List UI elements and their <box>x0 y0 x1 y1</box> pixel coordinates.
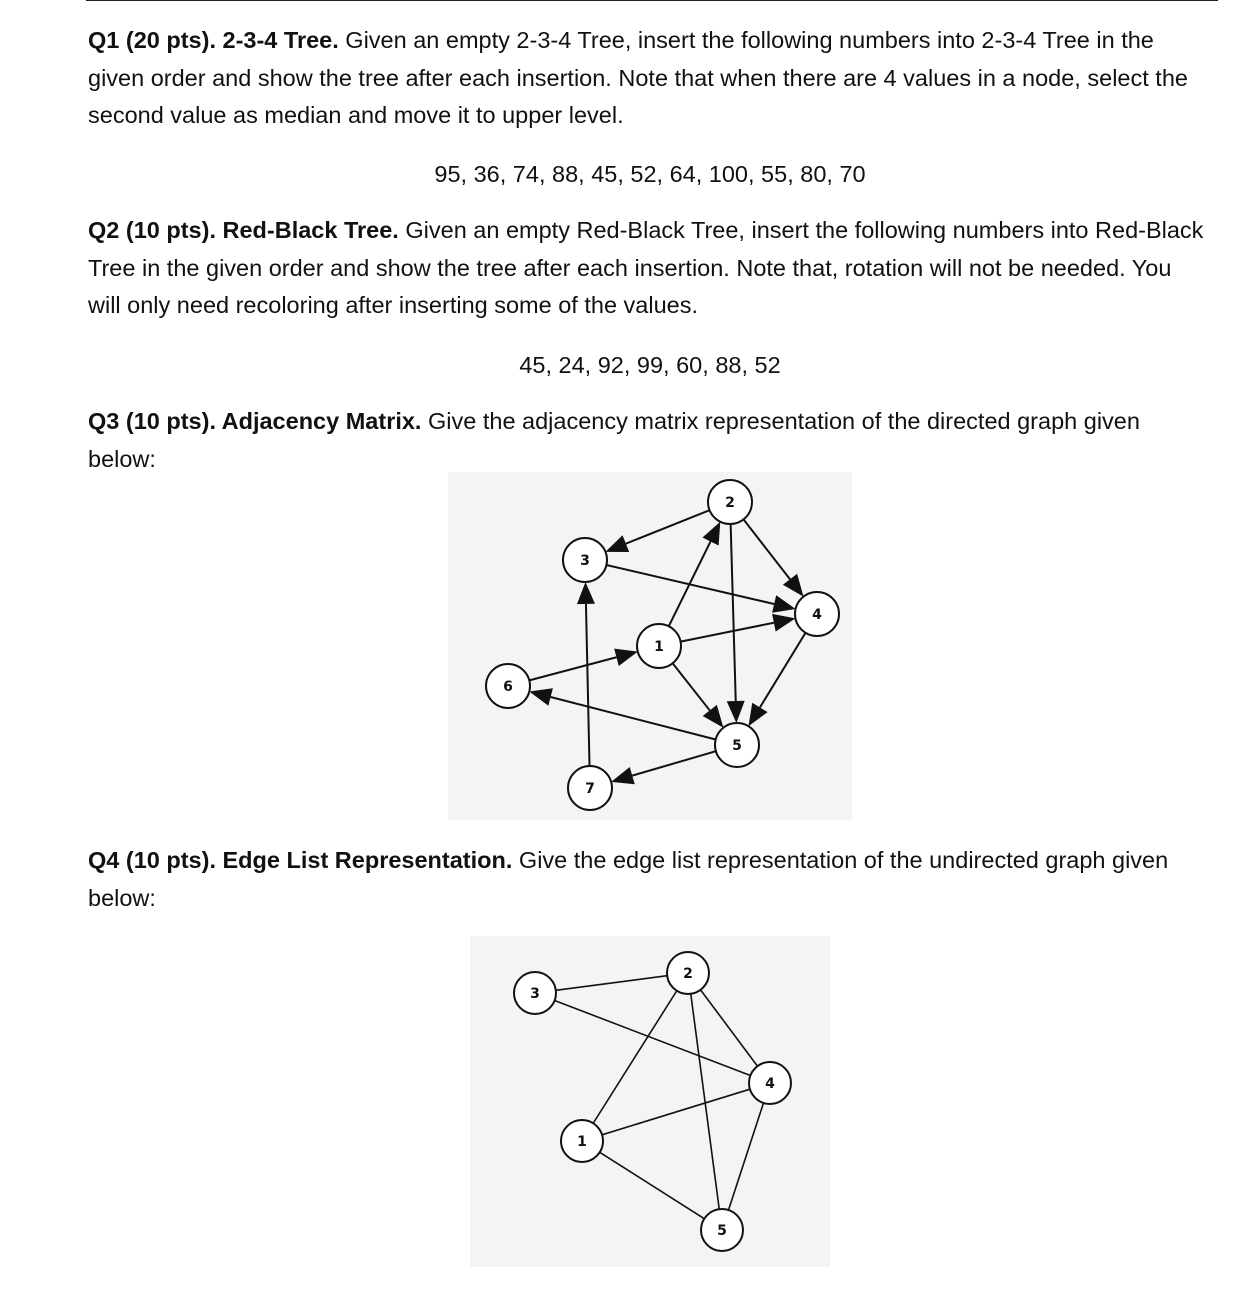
top-rule <box>86 0 1218 1</box>
svg-text:4: 4 <box>765 1076 775 1092</box>
q4-node-4 <box>749 1062 791 1104</box>
q3-directed-graph <box>448 472 852 820</box>
q4-text: Give the edge list representation of the undirected graph given below: <box>88 847 1169 911</box>
q2-paragraph <box>88 212 1208 325</box>
q4-edge-4-5 <box>729 1103 764 1210</box>
q2-text: Given an empty Red-Black Tree, insert the following numbers into Red-Black Tree in the given order and show the tree after each insertion. Note that, rotation will not be needed. You will only need recoloring after inserting some of the values. <box>88 217 1204 318</box>
q4-label: Q4 (10 pts). Edge List Representation. <box>88 847 513 873</box>
q3-edge-6-1 <box>529 649 637 681</box>
q1-sequence: 95, 36, 74, 88, 45, 52, 64, 100, 55, 80, 70 <box>434 161 866 187</box>
q3-node-1 <box>637 624 681 668</box>
svg-text:5: 5 <box>717 1223 727 1239</box>
q4-edge-1-5 <box>600 1152 705 1218</box>
q3-edge-2-5 <box>727 524 745 723</box>
q1-paragraph <box>88 22 1208 135</box>
q3-node-2 <box>708 480 752 524</box>
svg-text:1: 1 <box>577 1134 587 1150</box>
q3-node-3 <box>563 538 607 582</box>
svg-text:5: 5 <box>732 738 742 754</box>
q3-label: Q3 (10 pts). Adjacency Matrix. <box>88 408 422 434</box>
q3-paragraph <box>88 403 1208 478</box>
q4-edge-1-4 <box>602 1089 750 1135</box>
q3-text: Give the adjacency matrix representation of the directed graph given below: <box>88 408 1140 472</box>
q3-edge-1-5 <box>673 663 724 727</box>
q2-sequence: 45, 24, 92, 99, 60, 88, 52 <box>519 352 781 378</box>
q3-edge-7-3 <box>577 582 595 766</box>
q3-node-7 <box>568 766 612 810</box>
q1-text: Given an empty 2-3-4 Tree, insert the following numbers into 2-3-4 Tree in the given order and show the tree after each insertion. Note that when there are 4 values in a node, select the second value as median and move it to upper level. <box>88 27 1188 128</box>
q4-edge-3-2 <box>556 976 667 991</box>
q3-node-4 <box>795 592 839 636</box>
svg-text:3: 3 <box>580 553 590 569</box>
q4-edge-3-4 <box>555 1001 751 1076</box>
q3-edge-1-4 <box>681 614 796 642</box>
q3-edge-2-3 <box>605 510 709 552</box>
q3-edge-5-7 <box>611 751 716 784</box>
q3-edge-3-4 <box>606 565 795 613</box>
q3-node-6 <box>486 664 530 708</box>
q4-node-1 <box>561 1120 603 1162</box>
q2-label: Q2 (10 pts). Red-Black Tree. <box>88 217 399 243</box>
svg-text:3: 3 <box>530 986 540 1002</box>
q4-edge-2-1 <box>593 991 677 1123</box>
q4-paragraph <box>88 842 1208 917</box>
svg-text:6: 6 <box>503 679 513 695</box>
q3-node-5 <box>715 723 759 767</box>
q4-graph-figure <box>470 936 830 1267</box>
svg-text:2: 2 <box>683 966 693 982</box>
q4-node-5 <box>701 1209 743 1251</box>
q3-edge-5-6 <box>529 688 715 739</box>
q4-edge-2-4 <box>701 990 758 1066</box>
svg-text:7: 7 <box>585 781 595 797</box>
q4-node-2 <box>667 952 709 994</box>
q4-undirected-graph <box>470 936 830 1267</box>
svg-text:1: 1 <box>654 639 664 655</box>
q3-graph-figure <box>448 472 852 820</box>
q3-edge-2-4 <box>743 519 803 596</box>
svg-text:4: 4 <box>812 607 822 623</box>
svg-text:2: 2 <box>725 495 735 511</box>
q4-edge-2-5 <box>691 994 719 1209</box>
q4-node-3 <box>514 972 556 1014</box>
q3-edge-1-2 <box>669 522 721 627</box>
q3-edge-4-5 <box>748 633 805 726</box>
q1-label: Q1 (20 pts). 2-3-4 Tree. <box>88 27 339 53</box>
